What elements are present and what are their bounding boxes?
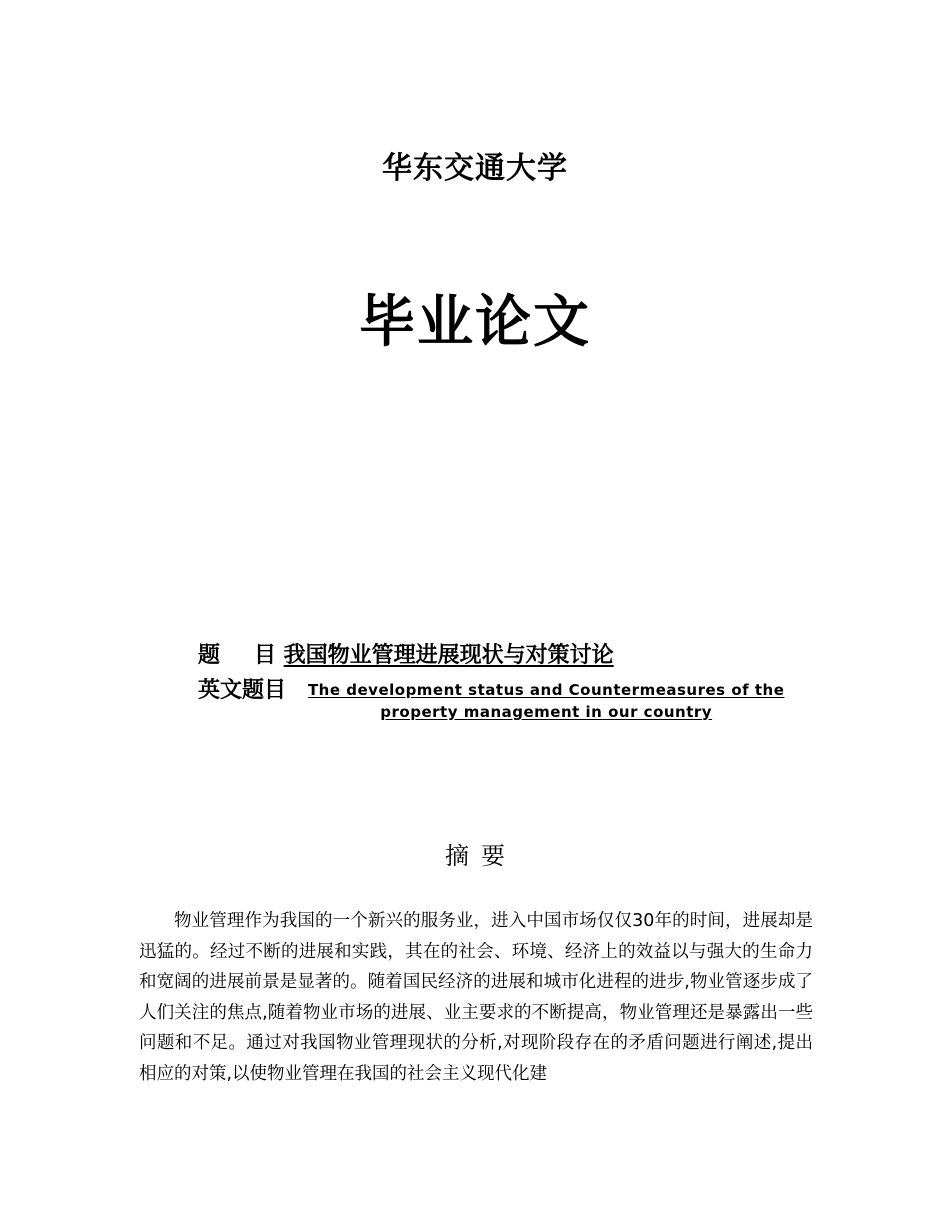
english-title-row [198,673,810,723]
chinese-title-label: 题 目 [198,643,276,668]
abstract-heading: 摘要 [445,842,517,870]
english-title-label: 英文题目 [198,678,287,703]
english-title-value: The development status and Countermeasures of the property management in our country [307,681,785,721]
chinese-title-row [198,638,614,669]
abstract-body: 物业管理作为我国的一个新兴的服务业，进入中国市场仅仅30年的时间，进展却是迅猛的。经过不断的进展和实践，其在的社会、环境、经济上的效益以与强大的生命力和宽阔的进展前景是显著的。随着国民经济的进展和城市化进程的进步,物业管逐步成了人们关注的焦点,随着物业市场的进展、业主要求的不断提高，物业管理还是暴露出一些问题和不足。通过对我国物业管理现状的分析,对现阶段存在的矛盾问题进行阐述,提出相应的对策,以使物业管理在我国的社会主义现代化建 [139,911,813,1084]
thesis-type-title: 毕业论文 [359,290,591,355]
chinese-title-value: 我国物业管理进展现状与对策讨论 [283,643,614,668]
university-name: 华东交通大学 [382,151,568,186]
